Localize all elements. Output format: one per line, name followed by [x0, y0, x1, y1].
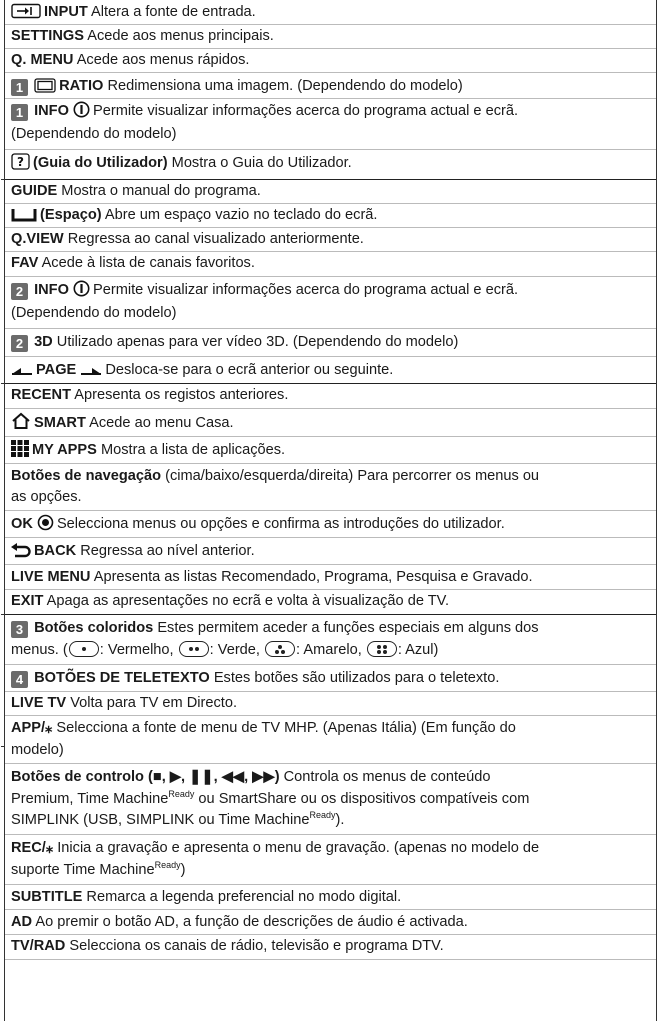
key-description: Permite visualizar informações acerca do programa actual e ecrã. — [93, 103, 519, 119]
row-rec-cont — [5, 860, 656, 880]
key-label: INPUT — [44, 4, 88, 20]
key-description: Volta para TV em Directo. — [70, 695, 238, 711]
green-button-icon — [179, 641, 209, 657]
key-description: Remarca a legenda preferencial no modo digital. — [86, 889, 402, 905]
row-exit — [5, 591, 656, 611]
control-icons: (■, ▶, ❚❚, ◀◀, ▶▶) — [148, 769, 280, 785]
key-label: INFO — [34, 282, 69, 298]
info-icon — [73, 280, 90, 303]
key-description: Acede aos menus rápidos. — [76, 52, 250, 68]
key-label: MY APPS — [32, 442, 97, 458]
key-label: (Espaço) — [40, 207, 102, 223]
row-navigation-cont — [5, 487, 656, 507]
row-back — [5, 541, 656, 564]
key-description: Abre um espaço vazio no teclado do ecrã. — [104, 207, 378, 223]
key-label: APP/⁎ — [11, 720, 53, 736]
key-label: TV/RAD — [11, 938, 66, 954]
key-description-continued: (Dependendo do modelo) — [11, 305, 177, 321]
row-smart — [5, 412, 656, 436]
ratio-icon — [34, 78, 56, 99]
row-fav — [5, 253, 656, 273]
key-description-continued: as opções. — [11, 489, 82, 505]
key-description-continued: suporte Time Machine — [11, 862, 155, 878]
key-description: Estes botões são utilizados para o teletexto. — [213, 670, 500, 686]
key-label: EXIT — [11, 593, 44, 609]
svg-text:?: ? — [17, 155, 24, 169]
badge-2: 2 — [11, 283, 28, 300]
key-description-continued: ou SmartShare ou os dispositivos compatíveis com — [194, 791, 530, 807]
row-control-buttons-cont2 — [5, 810, 656, 830]
key-label: BACK — [34, 543, 77, 559]
apps-grid-icon — [11, 440, 29, 463]
key-description: Utilizado apenas para ver vídeo 3D. (Dependendo do modelo) — [56, 334, 459, 350]
key-description-continued: (Dependendo do modelo) — [11, 126, 177, 142]
key-label: Q.VIEW — [11, 231, 64, 247]
row-q-menu — [5, 50, 656, 70]
key-description: Altera a fonte de entrada. — [91, 4, 256, 20]
row-teletext — [5, 668, 656, 688]
key-description: Mostra a lista de aplicações. — [100, 442, 286, 458]
key-description: Mostra o manual do programa. — [61, 183, 261, 199]
row-input — [5, 2, 656, 25]
key-description-continued: Premium, Time Machine — [11, 791, 169, 807]
row-ok — [5, 514, 656, 537]
row-live-menu — [5, 567, 656, 587]
row-info-2 — [5, 280, 656, 303]
row-user-guide — [5, 153, 656, 176]
key-label: SUBTITLE — [11, 889, 83, 905]
key-label: RECENT — [11, 387, 71, 403]
row-rec — [5, 838, 656, 858]
key-description: Inicia a gravação e apresenta o menu de gravação. (apenas no modelo de — [57, 840, 540, 856]
key-label: PAGE — [36, 362, 77, 378]
row-ad — [5, 912, 656, 932]
key-description-continued: SIMPLINK (USB, SIMPLINK ou Time Machine — [11, 812, 310, 828]
input-icon — [11, 3, 41, 25]
key-label: SETTINGS — [11, 28, 84, 44]
row-recent — [5, 385, 656, 405]
badge-1: 1 — [11, 79, 28, 96]
key-description-continued: ). — [335, 812, 345, 828]
key-description: Apaga as apresentações no ecrã e volta à visualização de TV. — [43, 593, 450, 609]
row-navigation — [5, 466, 656, 486]
ready-superscript: Ready — [154, 860, 181, 870]
key-label: RATIO — [59, 78, 104, 94]
key-description-continued: modelo) — [11, 742, 64, 758]
key-description: Estes permitem aceder a funções especiais em alguns dos — [157, 620, 539, 636]
row-page — [5, 360, 656, 383]
key-label: SMART — [34, 415, 86, 431]
back-arrow-icon — [11, 543, 31, 564]
key-description: Selecciona menus ou opções e confirma as introduções do utilizador. — [56, 516, 505, 532]
blue-label: : Azul) — [397, 642, 439, 658]
row-ratio — [5, 76, 656, 99]
badge-4: 4 — [11, 671, 28, 688]
key-description: Controla os menus de conteúdo — [283, 769, 491, 785]
row-color-buttons-cont — [5, 640, 656, 660]
key-description: Redimensiona uma imagem. (Dependendo do modelo) — [107, 78, 463, 94]
key-description: Acede aos menus principais. — [87, 28, 274, 44]
key-description: Ao premir o botão AD, a função de descrições de áudio é activada. — [35, 914, 468, 930]
row-live-tv — [5, 693, 656, 713]
ready-superscript: Ready — [309, 810, 336, 820]
key-description: Acede ao menu Casa. — [89, 415, 234, 431]
key-description: Selecciona os canais de rádio, televisão e programa DTV. — [69, 938, 444, 954]
page-down-icon — [80, 363, 102, 383]
row-settings — [5, 26, 656, 46]
row-3d — [5, 332, 656, 352]
row-info-1 — [5, 101, 656, 124]
key-label: Q. MENU — [11, 52, 74, 68]
yellow-button-icon — [265, 641, 295, 657]
user-guide-icon — [11, 153, 30, 176]
page-up-icon — [11, 363, 33, 383]
key-label: OK — [11, 516, 33, 532]
red-button-icon — [69, 641, 99, 657]
row-control-buttons-cont — [5, 789, 656, 809]
row-q-view — [5, 229, 656, 249]
key-label: (Guia do Utilizador) — [33, 155, 168, 171]
key-description: Regressa ao nível anterior. — [80, 543, 255, 559]
yellow-label: : Amarelo, — [296, 642, 362, 658]
row-my-apps — [5, 440, 656, 463]
green-label: : Verde, — [209, 642, 260, 658]
ready-superscript: Ready — [168, 789, 195, 799]
key-label: Botões de controlo — [11, 769, 144, 785]
remote-control-key-table — [4, 0, 657, 1021]
ok-icon — [37, 514, 54, 537]
key-label: Botões coloridos — [34, 620, 154, 636]
key-label: AD — [11, 914, 33, 930]
key-label: GUIDE — [11, 183, 58, 199]
key-description: Apresenta os registos anteriores. — [74, 387, 289, 403]
space-icon — [11, 206, 37, 228]
key-label: REC/⁎ — [11, 840, 54, 856]
red-label: : Vermelho, — [99, 642, 174, 658]
key-description: Apresenta as listas Recomendado, Programa, Pesquisa e Gravado. — [93, 569, 533, 585]
key-description: Acede à lista de canais favoritos. — [41, 255, 255, 271]
row-app — [5, 718, 656, 738]
key-label: 3D — [34, 334, 53, 350]
key-label: BOTÕES DE TELETEXTO — [34, 670, 210, 686]
key-description: Mostra o Guia do Utilizador. — [171, 155, 352, 171]
key-label: FAV — [11, 255, 39, 271]
key-description: Regressa ao canal visualizado anteriormente. — [67, 231, 364, 247]
row-color-buttons — [5, 618, 656, 638]
key-label: Botões de navegação — [11, 468, 162, 484]
blue-button-icon — [367, 641, 397, 657]
key-label: LIVE MENU — [11, 569, 91, 585]
row-info-1-cont — [5, 124, 656, 144]
key-description: (cima/baixo/esquerda/direita) Para percorrer os menus ou — [165, 468, 540, 484]
badge-2: 2 — [11, 335, 28, 352]
key-description: Desloca-se para o ecrã anterior ou seguinte. — [105, 362, 394, 378]
row-guide — [5, 181, 656, 201]
badge-3: 3 — [11, 621, 28, 638]
row-tv-rad — [5, 936, 656, 956]
key-label: LIVE TV — [11, 695, 67, 711]
home-icon — [11, 412, 31, 436]
key-description: Permite visualizar informações acerca do programa actual e ecrã. — [93, 282, 519, 298]
key-description-continued: ) — [180, 862, 186, 878]
badge-1: 1 — [11, 104, 28, 121]
row-subtitle — [5, 887, 656, 907]
row-control-buttons — [5, 767, 656, 787]
row-space — [5, 205, 656, 228]
key-description: Selecciona a fonte de menu de TV MHP. (Apenas Itália) (Em função do — [56, 720, 516, 736]
row-app-cont — [5, 740, 656, 760]
key-label: INFO — [34, 103, 69, 119]
row-info-2-cont — [5, 303, 656, 323]
info-icon — [73, 101, 90, 124]
key-description-continued: menus. ( — [11, 642, 68, 658]
